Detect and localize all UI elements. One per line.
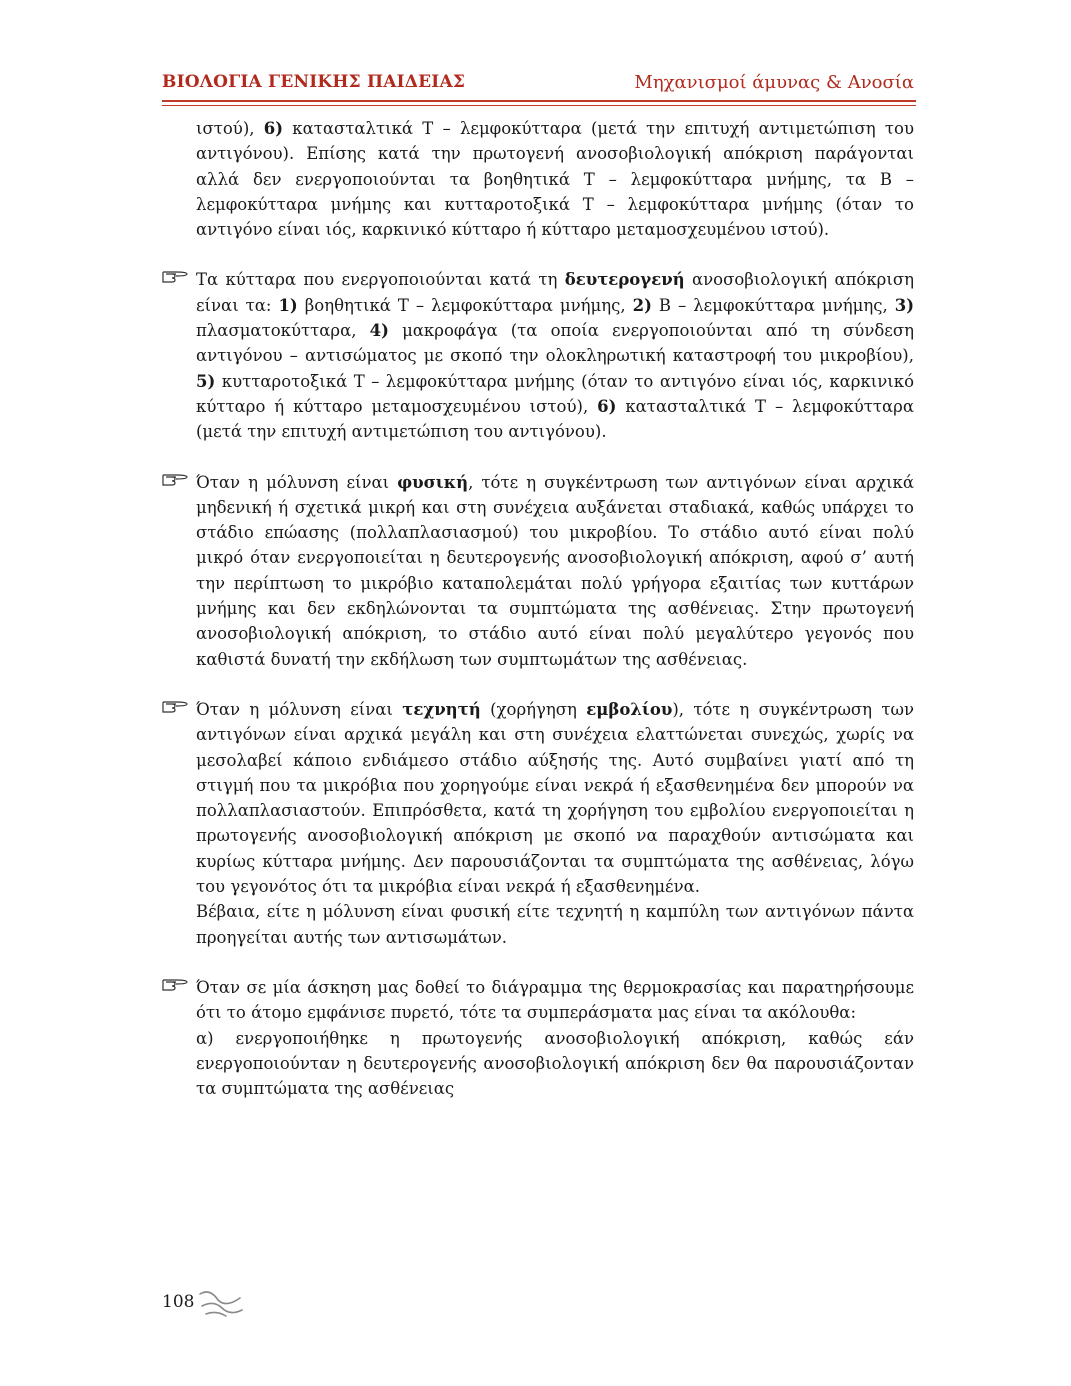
bold-span: 4) <box>369 321 389 341</box>
page-footer <box>162 1286 282 1326</box>
pointing-hand-icon <box>162 698 188 716</box>
bold-span: 5) <box>196 371 216 391</box>
bullet-fever-diagram <box>162 975 914 1101</box>
pointing-hand-icon <box>162 976 188 994</box>
header-rule-thick <box>162 100 916 102</box>
text-span: Όταν η μόλυνση είναι <box>196 472 398 492</box>
header-title: ΒΙΟΛΟΓΙΑ ΓΕΝΙΚΗΣ ΠΑΙΔΕΙΑΣ <box>162 72 466 92</box>
header-rule-thin <box>162 105 916 106</box>
bold-span: 6) <box>597 396 617 416</box>
text-span: κατασταλτικά Τ – λεμφοκύτταρα (μετά την επιτυχή αντιμετώπιση του αντιγόνου). <box>196 396 914 442</box>
bold-span: εμβολίου <box>586 699 673 719</box>
paragraph-text <box>196 267 914 444</box>
paragraph-text <box>196 116 914 242</box>
header-chapter: Μηχανισμοί άμυνας & Ανοσία <box>634 72 914 93</box>
paragraph-text: Όταν σε μία άσκηση μας δοθεί το διάγραμμα της θερμοκρασίας και παρατηρήσουμε ότι το άτομο εμφάνισε πυρετό, τότε τα συμπεράσματα μας είναι τα ακόλουθα: <box>196 977 914 1023</box>
paragraph-text <box>196 470 914 672</box>
bold-span: δευτερογενή <box>564 270 685 290</box>
bold-span: φυσική <box>397 472 469 492</box>
text-span: βοηθητικά Τ – λεμφοκύτταρα μνήμης, <box>297 295 633 315</box>
text-span: Τα κύτταρα που ενεργοποιούνται κατά τη <box>196 270 565 290</box>
bold-span: 2) <box>632 295 652 315</box>
text-span: ιστού), <box>196 119 264 138</box>
text-span: ), τότε η συγκέντρωση των αντιγόνων είναι αρχικά μεγάλη και στη συνέχεια ελαττώνεται συνεχώς, χωρίς να μεσολαβεί κάποιο ενδιάμεσο στάδιο αύξησής της. Αυτό συμβαίνει γιατί από τη στιγμή που τα μικρόβια που χορηγούμε είναι νεκρά ή εξασθενημένα δεν μπορούν να πολλαπλασιαστούν. Επιπρόσθετα, κατά τη χορήγηση του εμβολίου ενεργοποιείται η πρωτογενής ανοσοβιολογική απόκριση με σκοπό να παραχθούν αντισώματα και κυρίως κύτταρα μνήμης. Δεν παρουσιάζονται τα συμπτώματα της ασθένειας, λόγω του γεγονότος ότι τα μικρόβια είναι νεκρά ή εξασθενημένα. <box>196 699 914 897</box>
dove-icon <box>196 1286 244 1320</box>
text-span: ανοσοβιολογική απόκριση είναι τα: <box>196 270 914 315</box>
bold-span: 3) <box>894 295 915 315</box>
continuation-paragraph <box>162 116 914 242</box>
paragraph-text: α) ενεργοποιήθηκε η πρωτογενής ανοσοβιολογική απόκριση, καθώς εάν ενεργοποιούνταν η δευτερογενής ανοσοβιολογική απόκριση δεν θα παρουσιάζονταν τα συμπτώματα της ασθένειας <box>196 1028 914 1099</box>
pointing-hand-icon <box>162 268 188 286</box>
text-span: κυτταροτοξικά Τ – λεμφοκύτταρα μνήμης (όταν το αντιγόνο είναι ιός, καρκινικό κύτταρο ή κύτταρο μεταμοσχευμένου ιστού), <box>196 371 914 416</box>
page-number: 108 <box>162 1292 195 1312</box>
text-span: Β – λεμφοκύτταρα μνήμης, <box>651 295 895 315</box>
page-header <box>162 72 914 102</box>
bold-span: 6) <box>263 119 284 138</box>
bullet-artificial-infection <box>162 697 914 950</box>
text-span: κατασταλτικά Τ – λεμφοκύτταρα (μετά την επιτυχή αντιμετώπιση του αντιγόνου). Επίσης κατά την πρωτογενή ανοσοβιολογική απόκριση παράγονται αλλά δεν ενεργοποιούνται τα βοηθητικά Τ – λεμφοκύτταρα μνήμης, τα Β – λεμφοκύτταρα μνήμης και κυτταροτοξικά Τ – λεμφοκύτταρα μνήμης (όταν το αντιγόνο είναι ιός, καρκινικό κύτταρο ή κύτταρο μεταμοσχευμένου ιστού). <box>196 119 914 240</box>
text-span: πλασματοκύτταρα, <box>196 321 370 341</box>
bullet-secondary-response-cells <box>162 267 914 444</box>
page-content <box>162 116 914 1101</box>
pointing-hand-icon <box>162 471 188 489</box>
paragraph-text <box>196 697 914 899</box>
bold-span: τεχνητή <box>402 699 481 719</box>
text-span: Όταν η μόλυνση είναι <box>196 699 403 719</box>
bold-span: 1) <box>278 295 298 315</box>
text-span: , τότε η συγκέντρωση των αντιγόνων είναι αρχικά μηδενική ή σχετικά μικρή και στη συνέχεια αυξάνεται σταδιακά, καθώς υπάρχει το στάδιο επώασης (πολλαπλασιασμού) του μικροβίου. Το στάδιο αυτό είναι πολύ μικρό όταν ενεργοποιείται η δευτερογενής ανοσοβιολογική απόκριση, αφού σ’ αυτή την περίπτωση το μικρόβιο καταπολεμάται πολύ γρήγορα εξαιτίας των κυττάρων μνήμης και δεν εκδηλώνονται τα συμπτώματα της ασθένειας. Στην πρωτογενή ανοσοβιολογική απόκριση, το στάδιο αυτό είναι πολύ μεγαλύτερο γεγονός που καθιστά δυνατή την εκδήλωση των συμπτωμάτων της ασθένειας. <box>196 472 914 669</box>
bullet-natural-infection <box>162 470 914 672</box>
text-span: μακροφάγα (τα οποία ενεργοποιούνται από τη σύνδεση αντιγόνου – αντισώματος με σκοπό την ολοκληρωτική καταστροφή του μικροβίου), <box>196 321 914 366</box>
paragraph-text: Βέβαια, είτε η μόλυνση είναι φυσική είτε τεχνητή η καμπύλη των αντιγόνων πάντα προηγείται αυτής των αντισωμάτων. <box>196 902 914 947</box>
text-span: (χορήγηση <box>480 699 587 719</box>
